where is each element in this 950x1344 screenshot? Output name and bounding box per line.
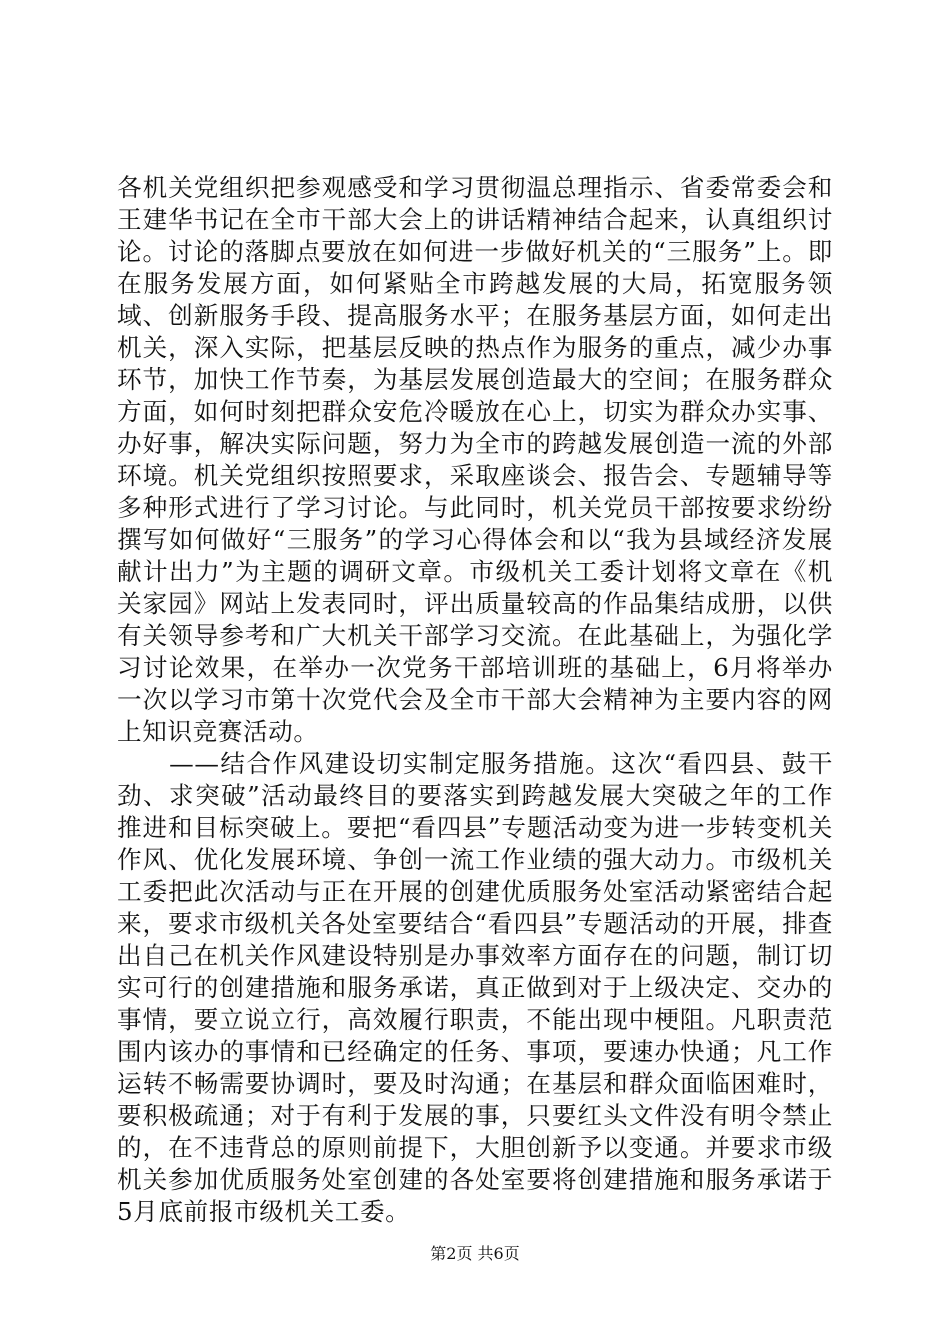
paragraph-1: 各机关党组织把参观感受和学习贯彻温总理指示、省委常委会和王建华书记在全市干部大会上的讲话精神结合起来，认真组织讨论。讨论的落脚点要放在如何进一步做好机关的“三服务”上。即在服务发展方面，如何紧贴全市跨越发展的大局，拓宽服务领域、创新服务手段、提高服务水平；在服务基层方面，如何走出机关，深入实际，把基层反映的热点作为服务的重点，减少办事环节，加快工作节奏，为基层发展创造最大的空间；在服务群众方面，如何时刻把群众安危冷暖放在心上，切实为群众办实事、办好事，解决实际问题，努力为全市的跨越发展创造一流的外部环境。机关党组织按照要求，采取座谈会、报告会、专题辅导等多种形式进行了学习讨论。与此同时，机关党员干部按要求纷纷撰写如何做好“三服务”的学习心得体会和以“我为县域经济发展献计出力”为主题的调研文章。市级机关工委计划将文章在《机关家园》网站上发表同时，评出质量较高的作品集结成册，以供有关领导参考和广大机关干部学习交流。在此基础上，为强化学习讨论效果，在举办一次党务干部培训班的基础上，6月将举办一次以学习市第十次党代会及全市干部大会精神为主要内容的网上知识竞赛活动。 — [117, 173, 833, 746]
paragraph-2: ——结合作风建设切实制定服务措施。这次“看四县、鼓干劲、求突破”活动最终目的要落实到跨越发展大突破之年的工作推进和目标突破上。要把“看四县”专题活动变为进一步转变机关作风、优化发展环境、争创一流工作业绩的强大动力。市级机关工委把此次活动与正在开展的创建优质服务处室活动紧密结合起来，要求市级机关各处室要结合“看四县”专题活动的开展，排查出自己在机关作风建设特别是办事效率方面存在的问题，制订切实可行的创建措施和服务承诺，真正做到对于上级决定、交办的事情，要立说立行，高效履行职责，不能出现中梗阻。凡职责范围内该办的事情和已经确定的任务、事项，要速办快通；凡工作运转不畅需要协调时，要及时沟通；在基层和群众面临困难时，要积极疏通；对于有利于发展的事，只要红头文件没有明令禁止的，在不违背总的原则前提下，大胆创新予以变通。并要求市级机关参加优质服务处室创建的各处室要将创建措施和服务承诺于5月底前报市级机关工委。 — [117, 749, 833, 1226]
page-number-footer: 第2页 共6页 — [430, 1244, 520, 1263]
document-body — [117, 172, 833, 1228]
